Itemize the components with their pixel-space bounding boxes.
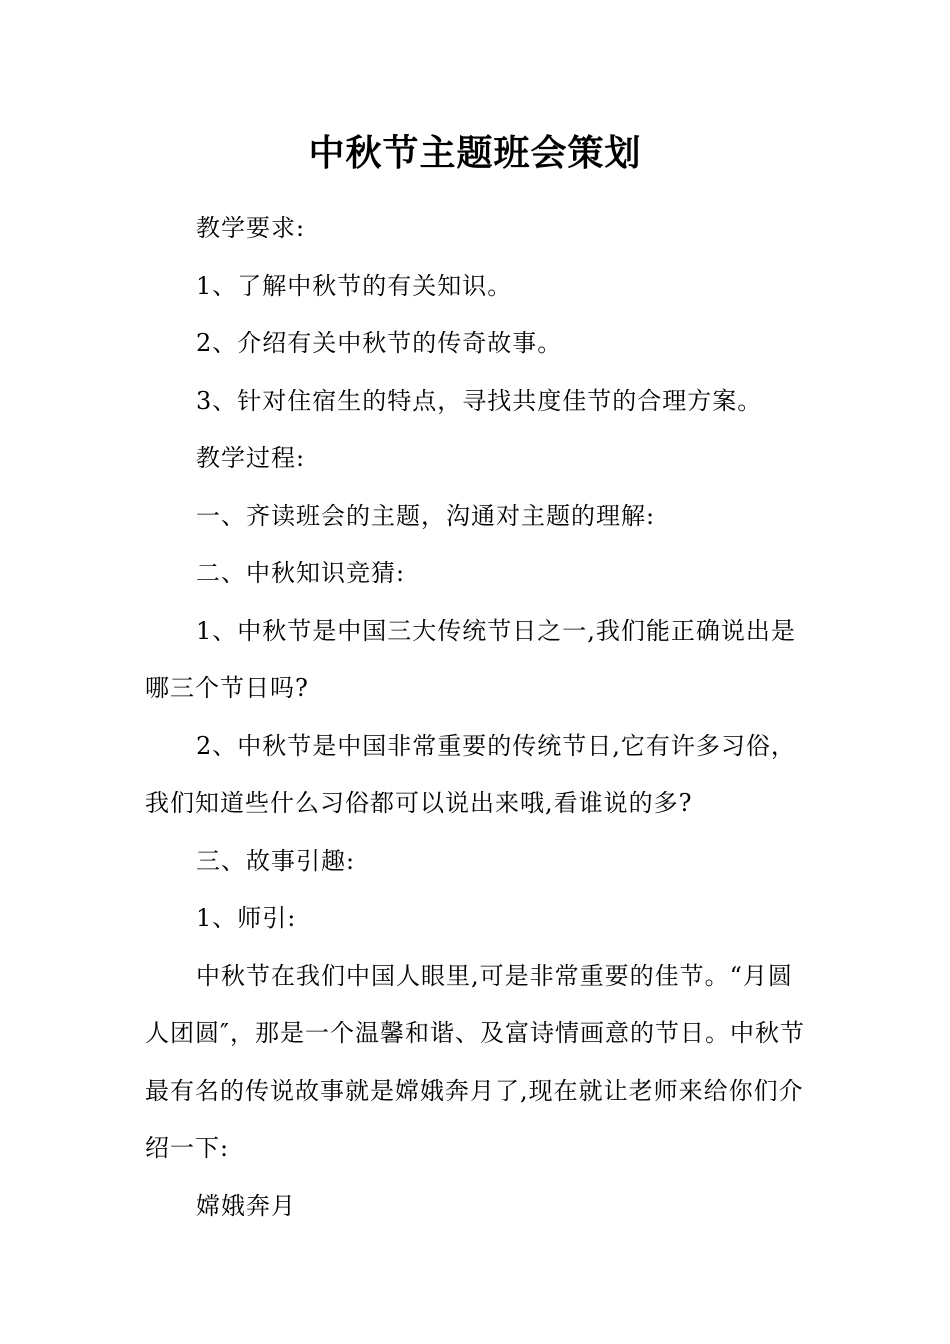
paragraph-story-title: 嫦娥奔月 [196,1191,296,1220]
paragraph-teacher-intro-heading: 1、师引: [196,904,297,932]
paragraph-step-3: 三、故事引趣: [196,846,356,875]
paragraph-requirement-3: 3、针对住宿生的特点，寻找共度佳节的合理方案。 [196,386,763,415]
document-title: 中秋节主题班会策划 [308,132,642,174]
paragraph-requirement-1: 1、了解中秋节的有关知识。 [196,271,513,300]
paragraph-quiz-question-2: 2、中秋节是中国非常重要的传统节日,它有许多习俗，我们知道些什么习俗都可以说出来哦,看谁说的多? [145,731,796,817]
paragraph-quiz-question-1: 1、中秋节是中国三大传统节日之一,我们能正确说出是哪三个节日吗? [145,616,796,702]
paragraph-requirement-2: 2、介绍有关中秋节的传奇故事。 [196,329,563,357]
paragraph-teaching-process-heading: 教学过程: [196,444,306,472]
paragraph-step-2: 二、中秋知识竞猜: [196,559,406,587]
document-body [145,200,810,1235]
paragraph-step-1: 一、齐读班会的主题，沟通对主题的理解: [196,501,656,530]
paragraph-teaching-requirements-heading: 教学要求: [196,214,306,242]
paragraph-teacher-intro: 中秋节在我们中国人眼里,可是非常重要的佳节。“月圆人团圆″，那是一个温馨和谐、及富诗情画意的节日。中秋节最有名的传说故事就是嫦娥奔月了,现在就让老师来给你们介绍一下: [145,961,805,1162]
